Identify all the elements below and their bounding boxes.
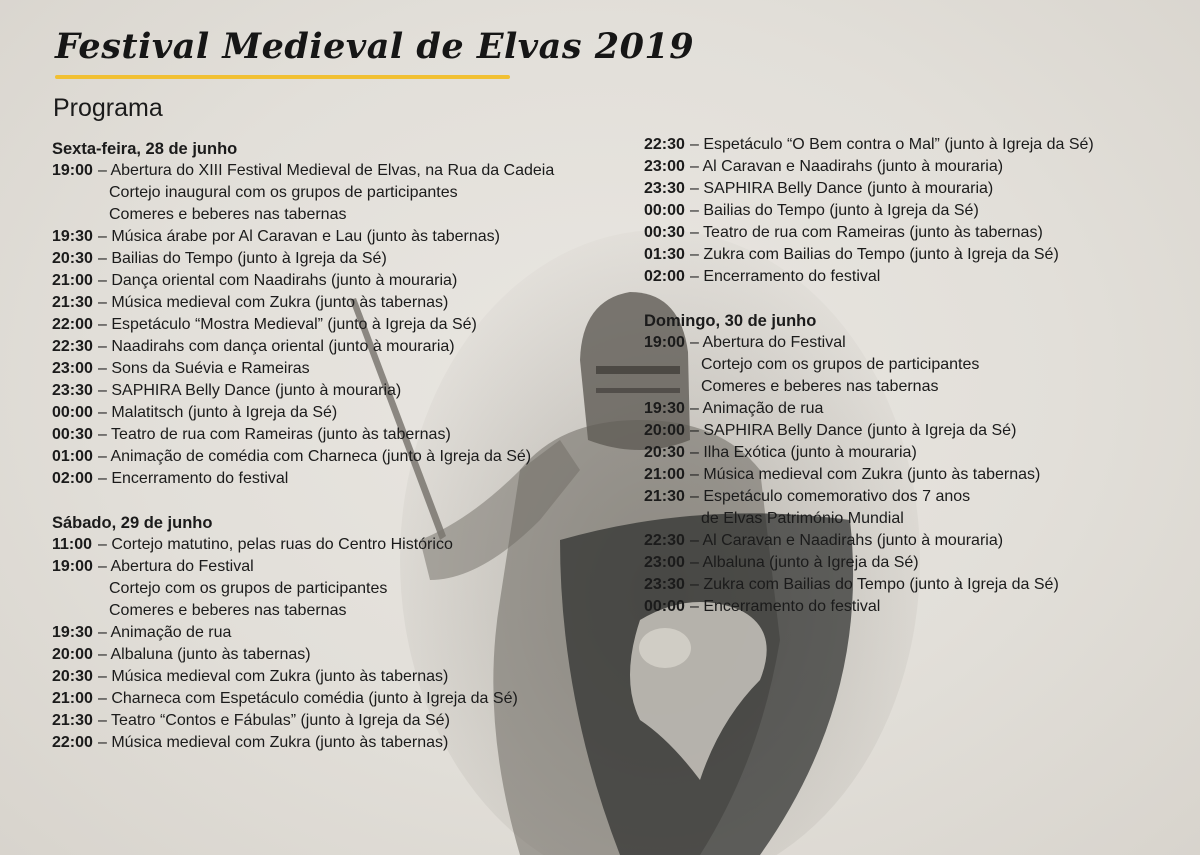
event-time: 02:00 <box>644 268 685 285</box>
event-title: – Dança oriental com Naadirahs (junto à mouraria) <box>98 272 458 289</box>
schedule-item <box>52 468 554 490</box>
event-title: – Encerramento do festival <box>98 470 289 487</box>
event-description <box>98 534 453 556</box>
event-title: – Albaluna (junto às tabernas) <box>98 646 311 663</box>
schedule-item <box>52 314 554 336</box>
event-time: 01:30 <box>644 246 685 263</box>
event-description <box>98 556 387 622</box>
schedule-item <box>52 534 554 556</box>
event-time: 23:30 <box>644 576 685 593</box>
event-description <box>690 596 880 618</box>
event-description <box>98 248 387 270</box>
schedule-column-right <box>644 134 1094 640</box>
day-header: Sexta-feira, 28 de junho <box>52 140 238 158</box>
event-description <box>98 468 288 490</box>
event-description <box>690 200 979 222</box>
event-time: 20:30 <box>52 250 93 267</box>
event-title: – SAPHIRA Belly Dance (junto à Igreja da Sé) <box>690 422 1017 439</box>
day-block <box>52 138 554 490</box>
schedule-item <box>52 666 554 688</box>
event-description <box>690 552 919 574</box>
event-title: – Charneca com Espetáculo comédia (junto à Igreja da Sé) <box>98 690 518 707</box>
schedule-item <box>52 270 554 292</box>
event-title: – Albaluna (junto à Igreja da Sé) <box>690 554 919 571</box>
event-time: 21:00 <box>52 690 93 707</box>
event-title: – Teatro de rua com Rameiras (junto às tabernas) <box>690 224 1043 241</box>
event-description <box>690 398 823 420</box>
event-title: – Zukra com Bailias do Tempo (junto à Igreja da Sé) <box>690 576 1059 593</box>
event-time: 22:30 <box>644 532 685 549</box>
event-title: – Espetáculo comemorativo dos 7 anos <box>690 488 971 505</box>
schedule-item <box>644 464 1094 486</box>
schedule-item <box>52 358 554 380</box>
day-block <box>644 134 1094 288</box>
schedule-column-left <box>52 138 554 776</box>
event-description <box>690 222 1043 244</box>
event-description <box>98 270 457 292</box>
event-description <box>690 332 979 398</box>
event-time: 23:30 <box>52 382 93 399</box>
event-title: – Bailias do Tempo (junto à Igreja da Sé) <box>98 250 387 267</box>
event-title: – Abertura do Festival <box>690 334 846 351</box>
event-description <box>98 358 310 380</box>
event-detail: Comeres e beberes nas tabernas <box>109 206 347 223</box>
event-detail: Cortejo com os grupos de participantes <box>109 580 388 597</box>
event-title: – Teatro “Contos e Fábulas” (junto à Igreja da Sé) <box>98 712 450 729</box>
schedule-item <box>644 530 1094 552</box>
event-detail: Comeres e beberes nas tabernas <box>109 602 347 619</box>
schedule-item <box>52 622 554 644</box>
event-description <box>98 336 455 358</box>
schedule-item <box>52 292 554 314</box>
schedule-item <box>52 732 554 754</box>
schedule-item <box>52 446 554 468</box>
event-time: 00:30 <box>52 426 93 443</box>
schedule-item <box>644 486 1094 530</box>
event-title: – Música árabe por Al Caravan e Lau (junto às tabernas) <box>98 228 501 245</box>
event-description <box>98 314 477 336</box>
event-time: 11:00 <box>52 536 93 553</box>
schedule-item <box>52 380 554 402</box>
schedule-item <box>52 644 554 666</box>
schedule-item <box>644 244 1094 266</box>
event-title: – Bailias do Tempo (junto à Igreja da Sé) <box>690 202 979 219</box>
event-time: 23:00 <box>644 554 685 571</box>
event-description <box>690 486 970 530</box>
schedule-item <box>644 134 1094 156</box>
event-title: – Al Caravan e Naadirahs (junto à mouraria) <box>690 532 1004 549</box>
event-time: 19:00 <box>644 334 685 351</box>
schedule-item <box>644 156 1094 178</box>
schedule-item <box>52 710 554 732</box>
event-title: – Sons da Suévia e Rameiras <box>98 360 310 377</box>
schedule-item <box>644 266 1094 288</box>
event-description <box>690 134 1094 156</box>
schedule-item <box>52 402 554 424</box>
event-time: 01:00 <box>52 448 93 465</box>
event-title: – Abertura do XIII Festival Medieval de Elvas, na Rua da Cadeia <box>98 162 555 179</box>
event-title: – Naadirahs com dança oriental (junto à mouraria) <box>98 338 455 355</box>
event-description <box>690 156 1003 178</box>
event-description <box>98 446 531 468</box>
event-title: – Música medieval com Zukra (junto às tabernas) <box>98 668 449 685</box>
event-title: – Teatro de rua com Rameiras (junto às tabernas) <box>98 426 451 443</box>
event-title: – Abertura do Festival <box>98 558 254 575</box>
event-time: 19:30 <box>52 624 93 641</box>
event-description <box>98 402 337 424</box>
schedule-item <box>644 420 1094 442</box>
event-description <box>98 622 231 644</box>
day-header: Domingo, 30 de junho <box>644 312 817 330</box>
event-title: – Animação de comédia com Charneca (junto à Igreja da Sé) <box>98 448 532 465</box>
event-time: 22:00 <box>52 734 93 751</box>
event-detail: de Elvas Património Mundial <box>701 510 904 527</box>
event-time: 21:30 <box>52 712 93 729</box>
festival-title: Festival Medieval de Elvas 2019 <box>55 26 695 67</box>
event-time: 20:30 <box>644 444 685 461</box>
schedule-item <box>52 160 554 226</box>
event-time: 00:00 <box>644 202 685 219</box>
event-description <box>98 688 518 710</box>
title-underline <box>55 75 510 79</box>
event-title: – Música medieval com Zukra (junto às tabernas) <box>98 734 449 751</box>
event-description <box>98 160 554 226</box>
event-time: 23:00 <box>52 360 93 377</box>
event-detail: Comeres e beberes nas tabernas <box>701 378 939 395</box>
event-title: – Espetáculo “O Bem contra o Mal” (junto à Igreja da Sé) <box>690 136 1094 153</box>
event-detail: Cortejo inaugural com os grupos de participantes <box>109 184 458 201</box>
event-time: 20:00 <box>52 646 93 663</box>
day-header: Sábado, 29 de junho <box>52 514 213 532</box>
event-title: – Al Caravan e Naadirahs (junto à mouraria) <box>690 158 1004 175</box>
schedule-item <box>52 336 554 358</box>
day-block <box>644 310 1094 618</box>
event-description <box>690 530 1003 552</box>
event-description <box>690 442 917 464</box>
event-time: 00:30 <box>644 224 685 241</box>
event-time: 22:00 <box>52 316 93 333</box>
event-title: – SAPHIRA Belly Dance (junto à mouraria) <box>98 382 402 399</box>
schedule-item <box>52 424 554 446</box>
schedule-item <box>644 552 1094 574</box>
schedule-item <box>52 556 554 622</box>
event-time: 20:00 <box>644 422 685 439</box>
event-title: – SAPHIRA Belly Dance (junto à mouraria) <box>690 180 994 197</box>
event-description <box>98 292 448 314</box>
event-time: 19:00 <box>52 558 93 575</box>
event-description <box>690 178 993 200</box>
event-title: – Zukra com Bailias do Tempo (junto à Igreja da Sé) <box>690 246 1059 263</box>
event-description <box>98 380 401 402</box>
event-title: – Encerramento do festival <box>690 598 881 615</box>
event-time: 02:00 <box>52 470 93 487</box>
schedule-item <box>644 332 1094 398</box>
event-title: – Cortejo matutino, pelas ruas do Centro Histórico <box>98 536 453 553</box>
event-description <box>690 574 1059 596</box>
event-description <box>690 420 1016 442</box>
schedule-item <box>644 442 1094 464</box>
schedule-item <box>644 200 1094 222</box>
event-time: 23:00 <box>644 158 685 175</box>
program-heading: Programa <box>53 94 163 122</box>
schedule-item <box>52 226 554 248</box>
event-time: 00:00 <box>52 404 93 421</box>
event-time: 19:30 <box>644 400 685 417</box>
event-time: 00:00 <box>644 598 685 615</box>
event-time: 22:30 <box>52 338 93 355</box>
event-title: – Animação de rua <box>98 624 232 641</box>
event-description <box>98 710 450 732</box>
event-title: – Ilha Exótica (junto à mouraria) <box>690 444 917 461</box>
event-description <box>98 666 448 688</box>
event-time: 19:00 <box>52 162 93 179</box>
schedule-item <box>644 222 1094 244</box>
event-detail: Cortejo com os grupos de participantes <box>701 356 980 373</box>
schedule-item <box>52 688 554 710</box>
event-time: 21:00 <box>52 272 93 289</box>
event-title: – Música medieval com Zukra (junto às tabernas) <box>690 466 1041 483</box>
event-time: 22:30 <box>644 136 685 153</box>
event-description <box>98 226 500 248</box>
event-description <box>98 732 448 754</box>
event-time: 21:30 <box>644 488 685 505</box>
event-description <box>98 424 451 446</box>
schedule-item <box>644 596 1094 618</box>
event-title: – Encerramento do festival <box>690 268 881 285</box>
event-description <box>98 644 311 666</box>
event-time: 23:30 <box>644 180 685 197</box>
event-time: 20:30 <box>52 668 93 685</box>
event-title: – Animação de rua <box>690 400 824 417</box>
event-description <box>690 464 1040 486</box>
event-time: 21:00 <box>644 466 685 483</box>
event-title: – Espetáculo “Mostra Medieval” (junto à Igreja da Sé) <box>98 316 477 333</box>
day-block <box>52 512 554 754</box>
event-title: – Malatitsch (junto à Igreja da Sé) <box>98 404 338 421</box>
schedule-item <box>644 178 1094 200</box>
schedule-item <box>644 398 1094 420</box>
event-time: 21:30 <box>52 294 93 311</box>
event-title: – Música medieval com Zukra (junto às tabernas) <box>98 294 449 311</box>
schedule-item <box>644 574 1094 596</box>
schedule-item <box>52 248 554 270</box>
event-description <box>690 266 880 288</box>
event-time: 19:30 <box>52 228 93 245</box>
event-description <box>690 244 1059 266</box>
